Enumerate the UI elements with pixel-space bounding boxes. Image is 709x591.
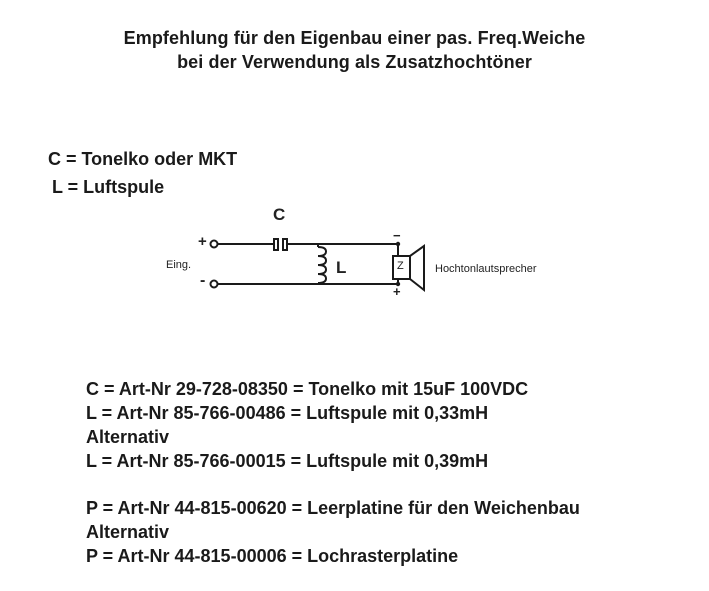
legend-coil: L = Luftspule bbox=[52, 177, 165, 197]
input-minus-sign: - bbox=[200, 272, 206, 289]
parts-line-board-alt: P = Art-Nr 44-815-00006 = Lochrasterplatine bbox=[86, 546, 459, 566]
parts-line-capacitor: C = Art-Nr 29-728-08350 = Tonelko mit 15uF 100VDC bbox=[86, 379, 529, 399]
speaker-plus-sign: + bbox=[393, 284, 401, 299]
coil-label: L bbox=[336, 258, 347, 277]
parts-line-alternative-2: Alternativ bbox=[86, 522, 170, 542]
input-plus-sign: + bbox=[198, 233, 207, 250]
speaker-name-label: Hochtonlautsprecher bbox=[435, 263, 537, 275]
speaker-impedance-label: Z bbox=[397, 260, 404, 272]
document-title-line-1: Empfehlung für den Eigenbau einer pas. Freq.Weiche bbox=[123, 28, 586, 48]
coil-icon bbox=[318, 244, 326, 284]
parts-line-board: P = Art-Nr 44-815-00620 = Leerplatine für den Weichenbau bbox=[86, 498, 580, 518]
parts-line-coil-alt: L = Art-Nr 85-766-00015 = Luftspule mit 0,39mH bbox=[86, 451, 489, 471]
input-label: Eing. bbox=[166, 259, 192, 271]
input-minus-terminal-icon bbox=[211, 281, 218, 288]
capacitor-plate-left-icon bbox=[274, 239, 278, 250]
speaker-minus-sign: − bbox=[393, 228, 401, 243]
parts-line-alternative-1: Alternativ bbox=[86, 427, 170, 447]
capacitor-plate-right-icon bbox=[283, 239, 287, 250]
legend-capacitor: C = Tonelko oder MKT bbox=[48, 149, 238, 169]
capacitor-label: C bbox=[273, 205, 286, 224]
parts-line-coil: L = Art-Nr 85-766-00486 = Luftspule mit 0,33mH bbox=[86, 403, 489, 423]
document-title-line-2: bei der Verwendung als Zusatzhochtöner bbox=[177, 52, 532, 72]
input-plus-terminal-icon bbox=[211, 241, 218, 248]
